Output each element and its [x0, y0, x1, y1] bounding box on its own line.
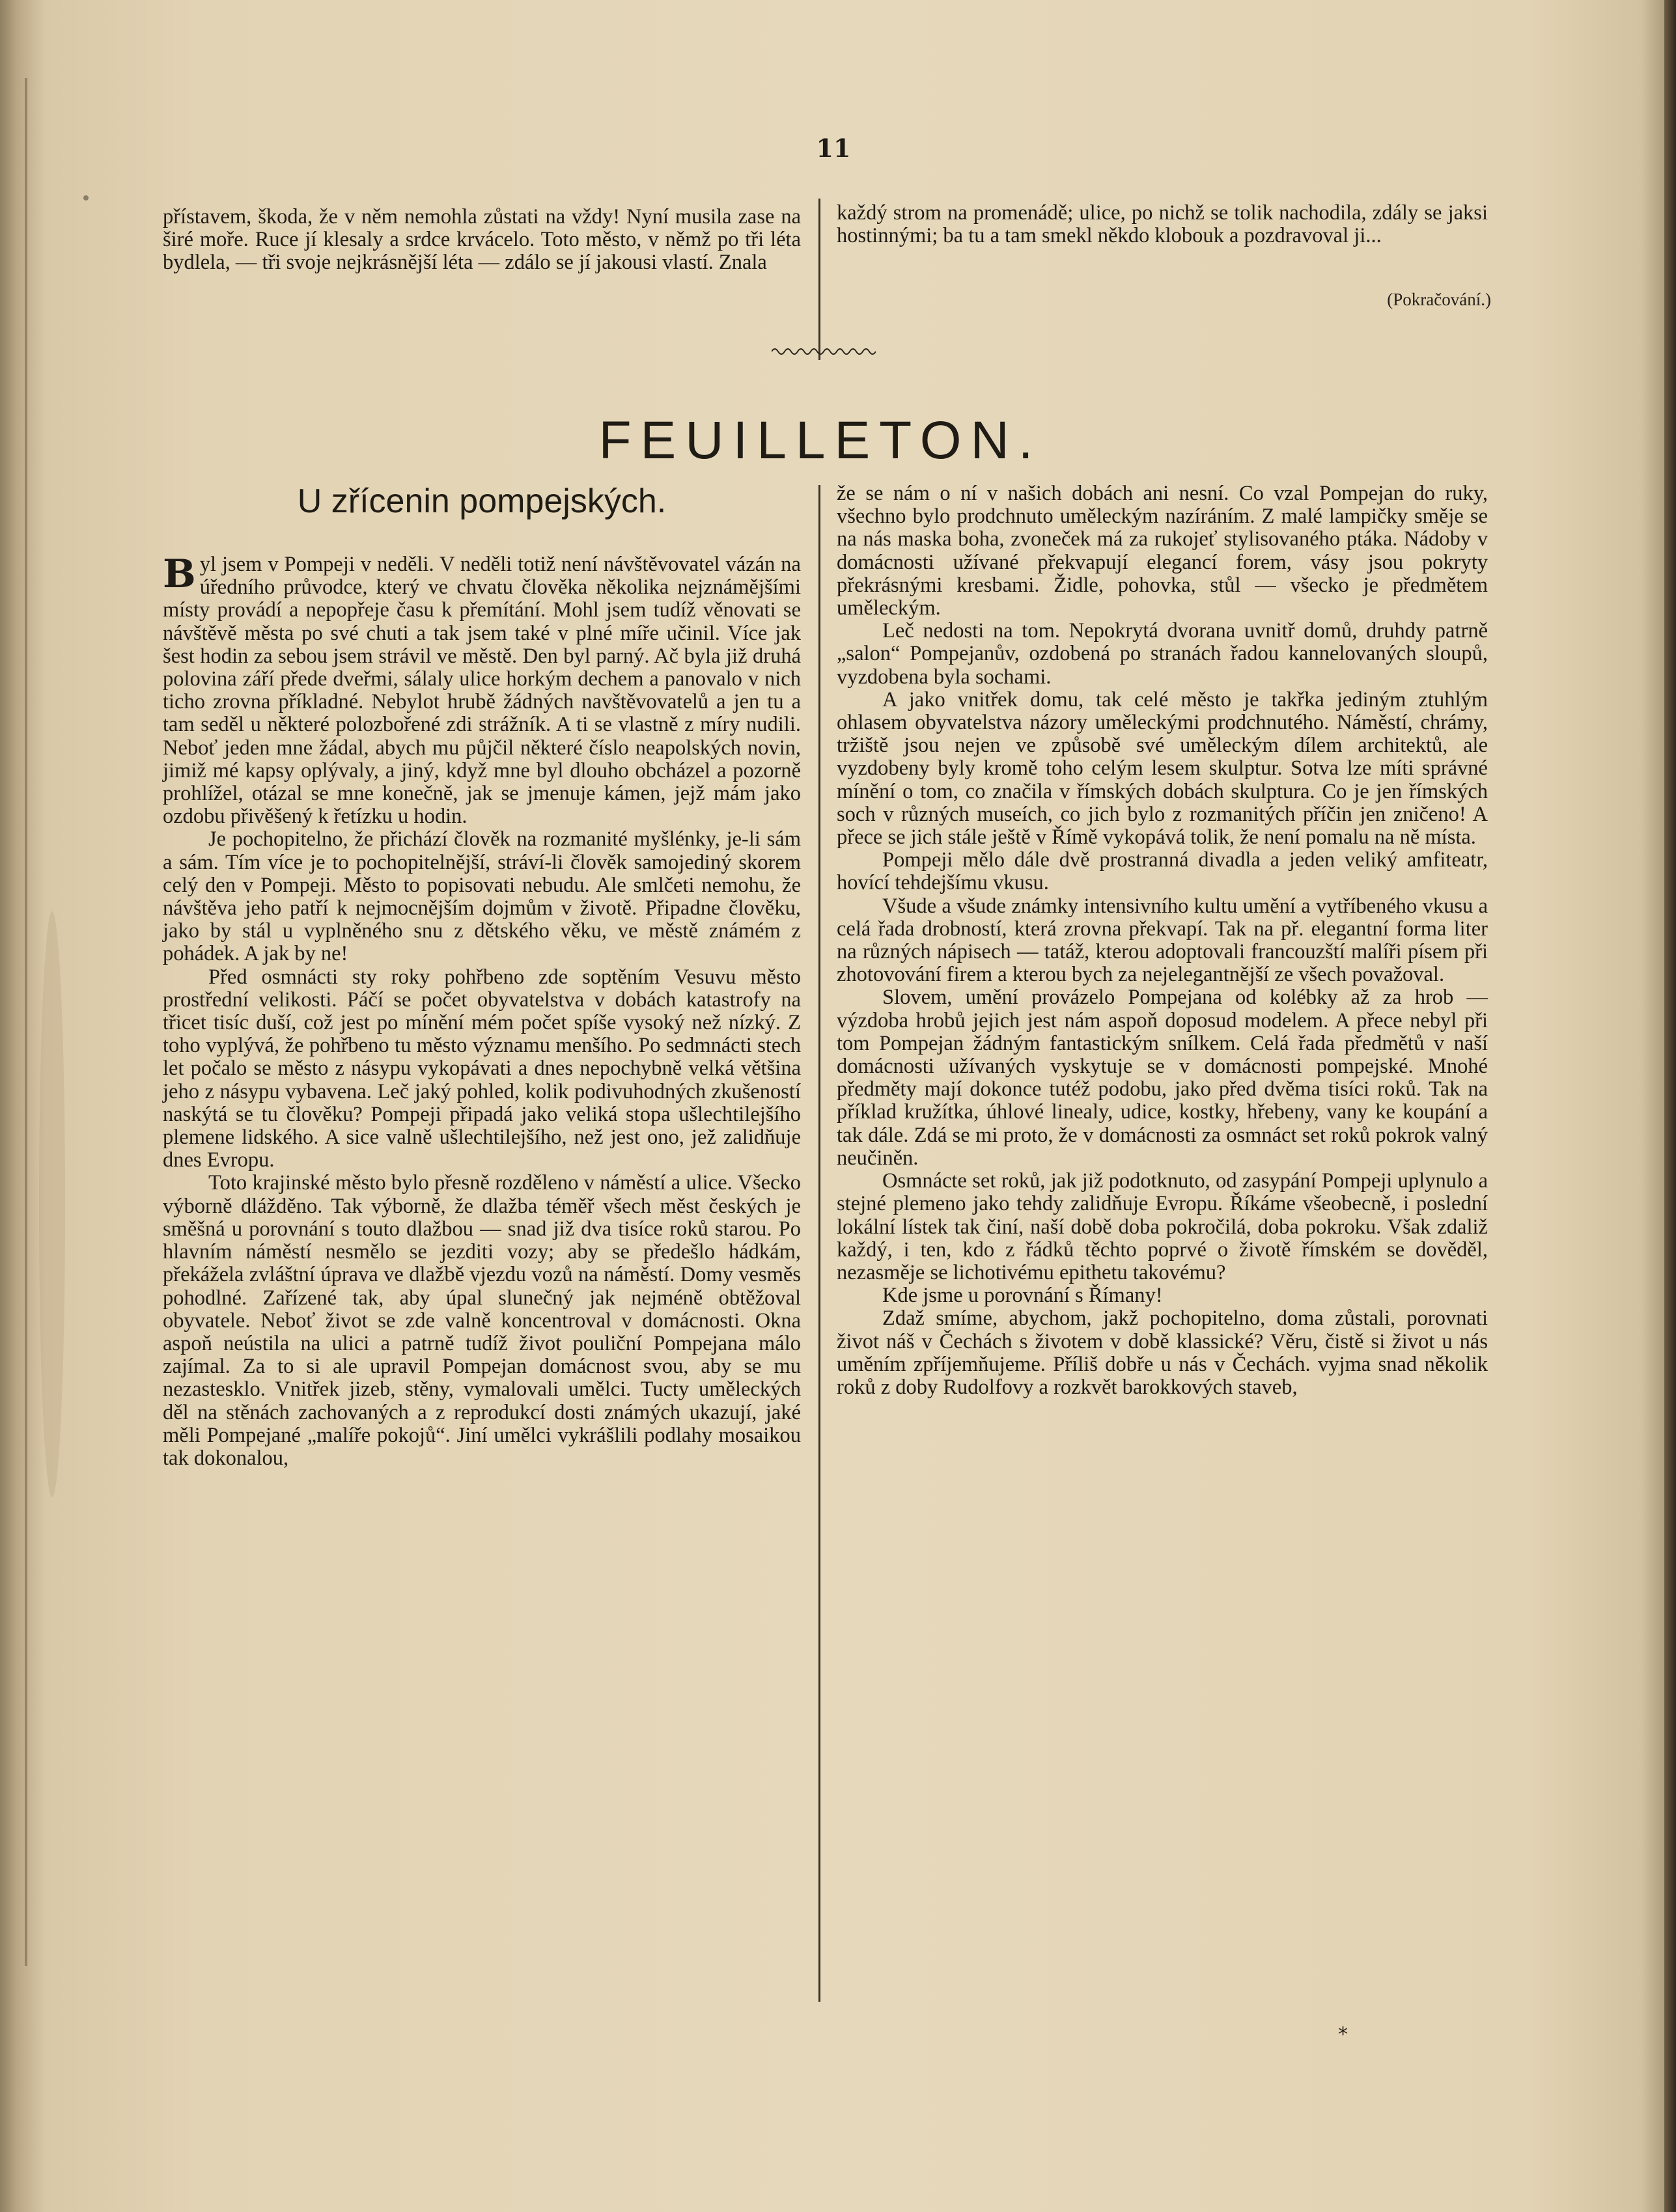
paragraph: Zdaž smíme, abychom, jakž pochopitelno, doma zůstali, porovnati život náš v Čechách s životem v době klassické? Věru, čistě si život u nás uměním zpříjemňujeme. Příliš dobře u nás v Čechách. vyjma snad několik roků z doby Rudolfovy a rozkvět barokkových staveb, — [837, 1306, 1488, 1399]
continuation-left — [163, 206, 801, 275]
column-divider-top — [818, 199, 820, 360]
continuation-right — [837, 202, 1488, 247]
column-divider — [818, 485, 820, 2002]
binding-shadow — [39, 911, 65, 1497]
paragraph: Osmnácte set roků, jak již podotknuto, od zasypání Pompeji uplynulo a stejné plemeno jako tehdy zalidňuje Evropu. Říkáme všeobecně, i poslední lokální lístek tak činí, naší době doba pokročilá, doba pokroku. Však zdaliž každý, i ten, kdo z řádků těchto poprvé o životě římském se dověděl, nezasměje se lichotivému epithetu takovému? — [837, 1169, 1488, 1284]
paragraph-text: yl jsem v Pompeji v neděli. V neděli totiž není návštěvovatel vázán na úředního průvodce, který ve chvatu člověka několika nejznámějšími místy provádí a nepopřeje času k přemítání. Mohl jsem tudíž věnovati se návštěvě města po své chuti a tak jsem také v plné míře učinil. Více jak šest hodin za sebou jsem strávil ve městě. Den byl parný. Ač byla již druhá polovina září přede dveřmi, sálaly ulice horkým dechem a panovalo v nich ticho zrovna příkladné. Nebylot hrubě žádných navštěvovatelů a jen tu a tam seděl u některé polozbořené zdi strážník. A ti se vlastně z míry nudili. Neboť jeden mne žádal, abych mu půjčil některé číslo neapolských novin, jimiž mé kapsy oplývaly, a jiný, když mne byl dlouho obcházel a pozorně prohlížel, otázal se mne konečně, jak se jmenuje kámen, jejž mám jako ozdobu přivěšený k řetízku u hodin. — [163, 553, 801, 829]
continuation-right-text: každý strom na promenádě; ulice, po nichž se tolik nachodila, zdály se jaksi hostinnými; ba tu a tam smekl někdo klobouk a pozdravoval ji... — [837, 201, 1488, 248]
article-right-column — [837, 482, 1488, 1399]
paragraph: že se nám o ní v našich dobách ani nesní. Co vzal Pompejan do ruky, všechno bylo prodchnuto uměleckým nazíráním. Z malé lampičky směje se na nás maska boha, zvoneček má za rukojeť stylisovaného ptáka. Nádoby v domácnosti užívané překvapují elegancí forem, vásy jsou pokryty překrásnými kresbami. Židle, pohovka, stůl — všecko je předmětem uměleckým. — [837, 482, 1488, 620]
paragraph: Kde jsme u porovnání s Římany! — [882, 1284, 1163, 1308]
article-left-column — [163, 553, 801, 1470]
continuation-left-text: přístavem, škoda, že v něm nemohla zůstati na vždy! Nyní musila zase na širé moře. Ruce jí klesaly a srdce krvácelo. Toto město, v němž po tři léta bydlela, — tři svoje nejkrásnější léta — zdálo se jí jakousi vlastí. Znala — [163, 205, 801, 275]
paragraph: Leč nedosti na tom. Nepokrytá dvorana uvnitř domů, druhdy patrně „salon“ Pompejanův, ozdobená po stranách řadou kannelovaných sloupů, vyzdobena byla sochami. — [837, 619, 1488, 689]
paragraph: Pompeji mělo dále dvě prostranná divadla a jeden veliký amfiteatr, hovící tehdejšímu vkusu. — [837, 848, 1488, 895]
page-edge — [1664, 0, 1676, 2212]
section-heading: FEUILLETON. — [598, 411, 1042, 470]
wavy-separator — [772, 344, 876, 357]
paragraph: Před osmnácti sty roky pohřbeno zde soptěním Vesuvu město prostřední velikosti. Páčí se počet obyvatelstva v dobách katastrofy na třicet tisíc duší, což jest po mínění mém počet spíše vysoký než nízký. Z toho vyplývá, že pohřbeno tu město významu menšího. Po sedmnácti stech let počalo se město z násypu vykopávati a dnes nepochybně velká většina jeho z násypu vybavena. Leč jaký pohled, kolik podivuhodných zkušeností naskýtá se tu člověku? Pompeji připadá jako veliká stopa ušlechtilejšího plemene lidského. A sice valně ušlechtilejšího, než jest ono, jež zalidňuje dnes Evropu. — [163, 965, 801, 1172]
drop-cap: B — [163, 551, 196, 597]
article-title: U zřícenin pompejských. — [297, 482, 667, 520]
speck — [83, 195, 89, 200]
paragraph: Toto krajinské město bylo přesně rozděleno v náměstí a ulice. Všecko výborně dlážděno. Tak výborně, že dlažba téměř všech měst českých je směšná u porovnání s touto dlažbou — snad již dva tisíce roků starou. Po hlavním náměstí nesmělo se jezditi vozy; aby se předešlo hádkám, překážela zvláštní úprava ve dlažbě vjezdu vozů na náměstí. Domy vesměs pohodlné. Zařízené tak, aby úpal slunečný jak nejméně obtěžoval obyvatele. Neboť život se zde valně koncentroval v domácnosti. Okna aspoň neústila na ulici a patrně tudíž život pouliční Pompejana málo zajímal. Za to si ale upravil Pompejan domácnost svou, aby se mu nezastesklo. Vnitřek jizeb, stěny, vymalovali umělci. Tucty uměleckých děl na stěnách zachovaných a z reprodukcí dosti známých ukazují, jaké měli Pompejané „malíře pokojů“. Jiní umělci vykrášlili podlahy mosaikou tak dokonalou, — [163, 1171, 801, 1470]
page-number: 11 — [816, 133, 851, 163]
footer-mark: * — [1338, 2023, 1348, 2046]
paragraph: Je pochopitelno, že přichází člověk na rozmanité myšlénky, je-li sám a sám. Tím více je to pochopitelnější, stráví-li člověk samojediný skorem celý den v Pompeji. Město to popisovati nebudu. Ale smlčeti nemohu, že návštěva jeho patří k nejmocnějším dojmům v životě. Připadne člověku, jako by stál u vyplněného snu z dětského věku, ve městě známém z pohádek. A jak by ne! — [163, 827, 801, 966]
continuation-credit: (Pokračování.) — [1387, 290, 1491, 309]
paragraph: Slovem, umění provázelo Pompejana od kolébky až za hrob — výzdoba hrobů jejich jest nám aspoň doposud modelem. A přece nebyl při tom Pompejan žádným fantastickým snílkem. Celá řada předmětů v naší domácnosti užívaných vyskytuje se v domácnosti pompejské. Mnohé předměty mají dokonce tutéž podobu, jako před dvěma tisíci roků. Tak na příklad kružítka, úhlové linealy, udice, kostky, hřebeny, vany ke koupání a tak dále. Zdá se mi proto, že v domácnosti za osmnáct set roků pokrok valný neučiněn. — [837, 986, 1488, 1170]
paragraph — [163, 553, 801, 828]
binding-line — [25, 78, 27, 1966]
paragraph: A jako vnitřek domu, tak celé město je takřka jediným ztuhlým ohlasem obyvatelstva názory uměleckými prodchnutého. Náměstí, chrámy, tržiště jsou nejen ve způsobě své uměleckým dílem architektů, ale vyzdobeny byly kromě toho celým lesem skulptur. Sotva lze míti správné mínění o tom, co značila v římských dobách skulptura. Co je jen římských soch v různých museích, co jich bylo z rozmanitých příčin jen zničeno! A přece se jich stále ještě v Římě vykopává tolik, že není pomalu na ně místa. — [837, 687, 1488, 850]
paragraph: Všude a všude známky intensivního kultu umění a vytříbeného vkusu a celá řada drobností, která zrovna překvapí. Tak na př. elegantní forma liter na různých nápisech — tatáž, kterou adoptovali francouzští malíři písem při zhotovování firem a kterou bych za nejelegantnější ze všech považoval. — [837, 894, 1488, 987]
